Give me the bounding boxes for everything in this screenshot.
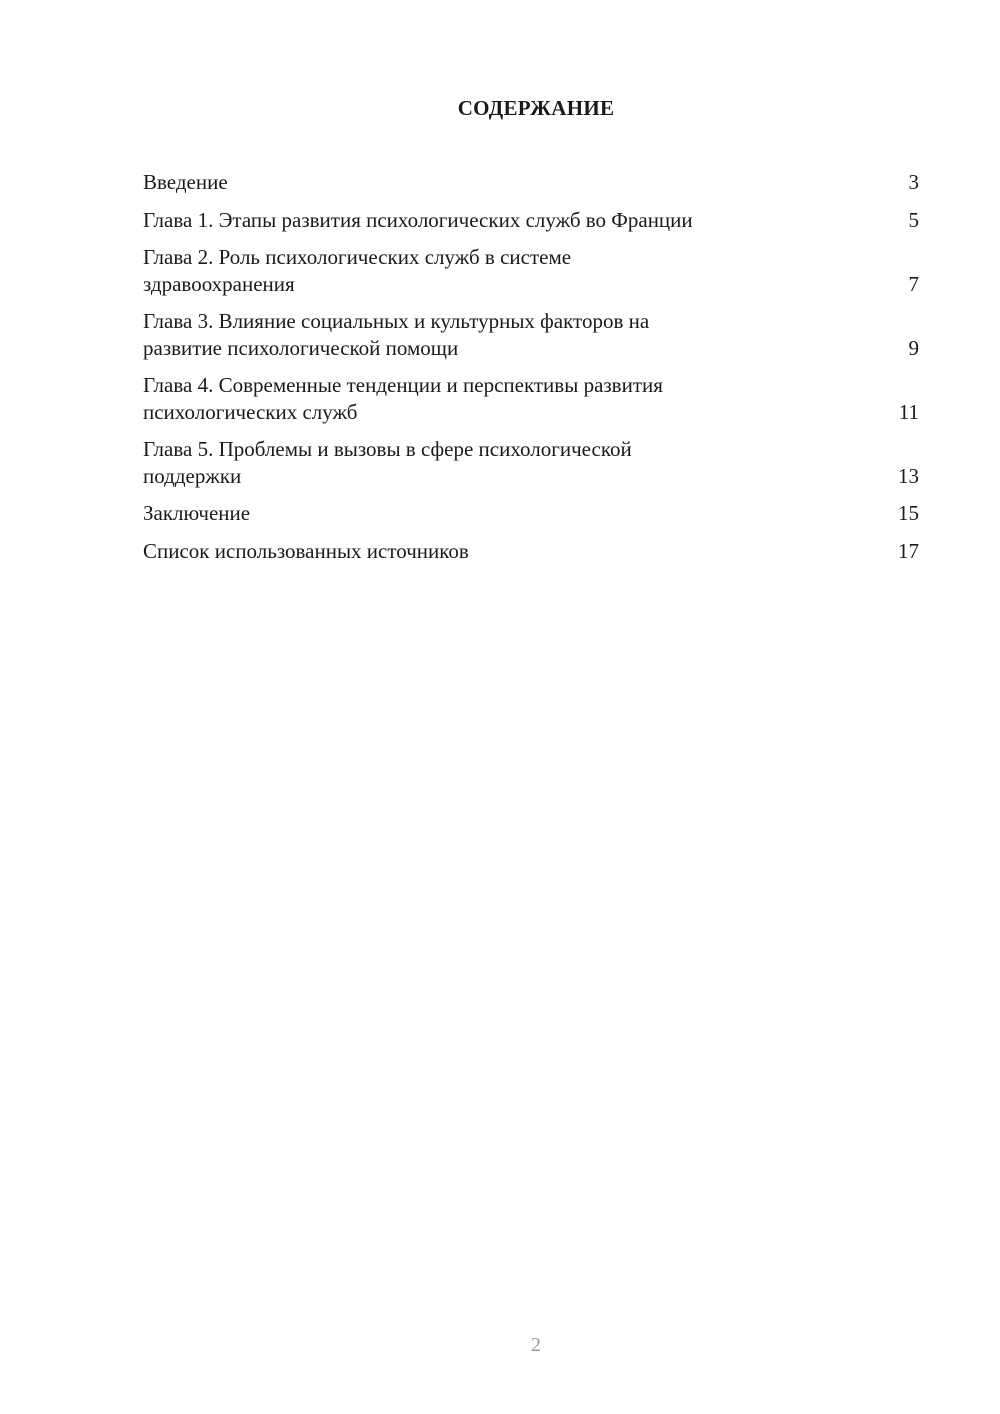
toc-entry-line: Введение [143, 170, 228, 194]
toc-entry-line: Глава 3. Влияние социальных и культурных факторов на [143, 309, 650, 333]
toc-entry-line: Глава 2. Роль психологических служб в системе [143, 245, 572, 269]
toc-entry-line: Заключение [143, 501, 251, 525]
toc-page-number: 5 [908, 207, 919, 232]
toc-page-number: 13 [898, 463, 919, 488]
page-number: 2 [531, 1334, 541, 1356]
toc-page-number: 15 [898, 501, 919, 525]
toc-entry-line: Глава 1. Этапы развития психологических служб во Франции [143, 207, 693, 232]
toc-entry-text [143, 436, 783, 489]
toc-entry-chapter-3 [143, 308, 919, 361]
toc-entry-introduction [143, 169, 919, 196]
toc-entry-line: развитие психологической помощи [143, 335, 459, 360]
toc-entry-text [143, 500, 783, 527]
toc-entry-text [143, 538, 783, 565]
toc-entry-conclusion [143, 500, 919, 527]
page-title: СОДЕРЖАНИЕ [457, 96, 615, 120]
toc-entry-line: здравоохранения [143, 271, 295, 296]
toc-entry-chapter-4 [143, 372, 919, 425]
table-of-contents [143, 169, 919, 575]
toc-entry-text [143, 207, 843, 234]
toc-entry-line: Список использованных источников [143, 538, 469, 563]
toc-entry-chapter-2 [143, 244, 919, 297]
toc-entry-line: психологических служб [143, 399, 358, 424]
toc-entry-text [143, 372, 783, 425]
toc-entry-line: Глава 5. Проблемы и вызовы в сфере психологической [143, 437, 632, 461]
toc-page-number: 9 [908, 335, 919, 360]
toc-entry-references [143, 538, 919, 565]
toc-entry-line: Глава 4. Современные тенденции и перспективы развития [143, 373, 663, 397]
toc-page-number: 11 [898, 399, 919, 424]
toc-entry-chapter-1 [143, 207, 919, 234]
toc-page-number: 17 [898, 538, 919, 563]
toc-entry-text [143, 244, 783, 297]
toc-entry-line: поддержки [143, 463, 242, 488]
toc-page-number: 3 [908, 170, 919, 194]
toc-page-number: 7 [908, 271, 919, 296]
toc-entry-text [143, 308, 783, 361]
toc-entry-text [143, 169, 783, 196]
toc-entry-chapter-5 [143, 436, 919, 489]
